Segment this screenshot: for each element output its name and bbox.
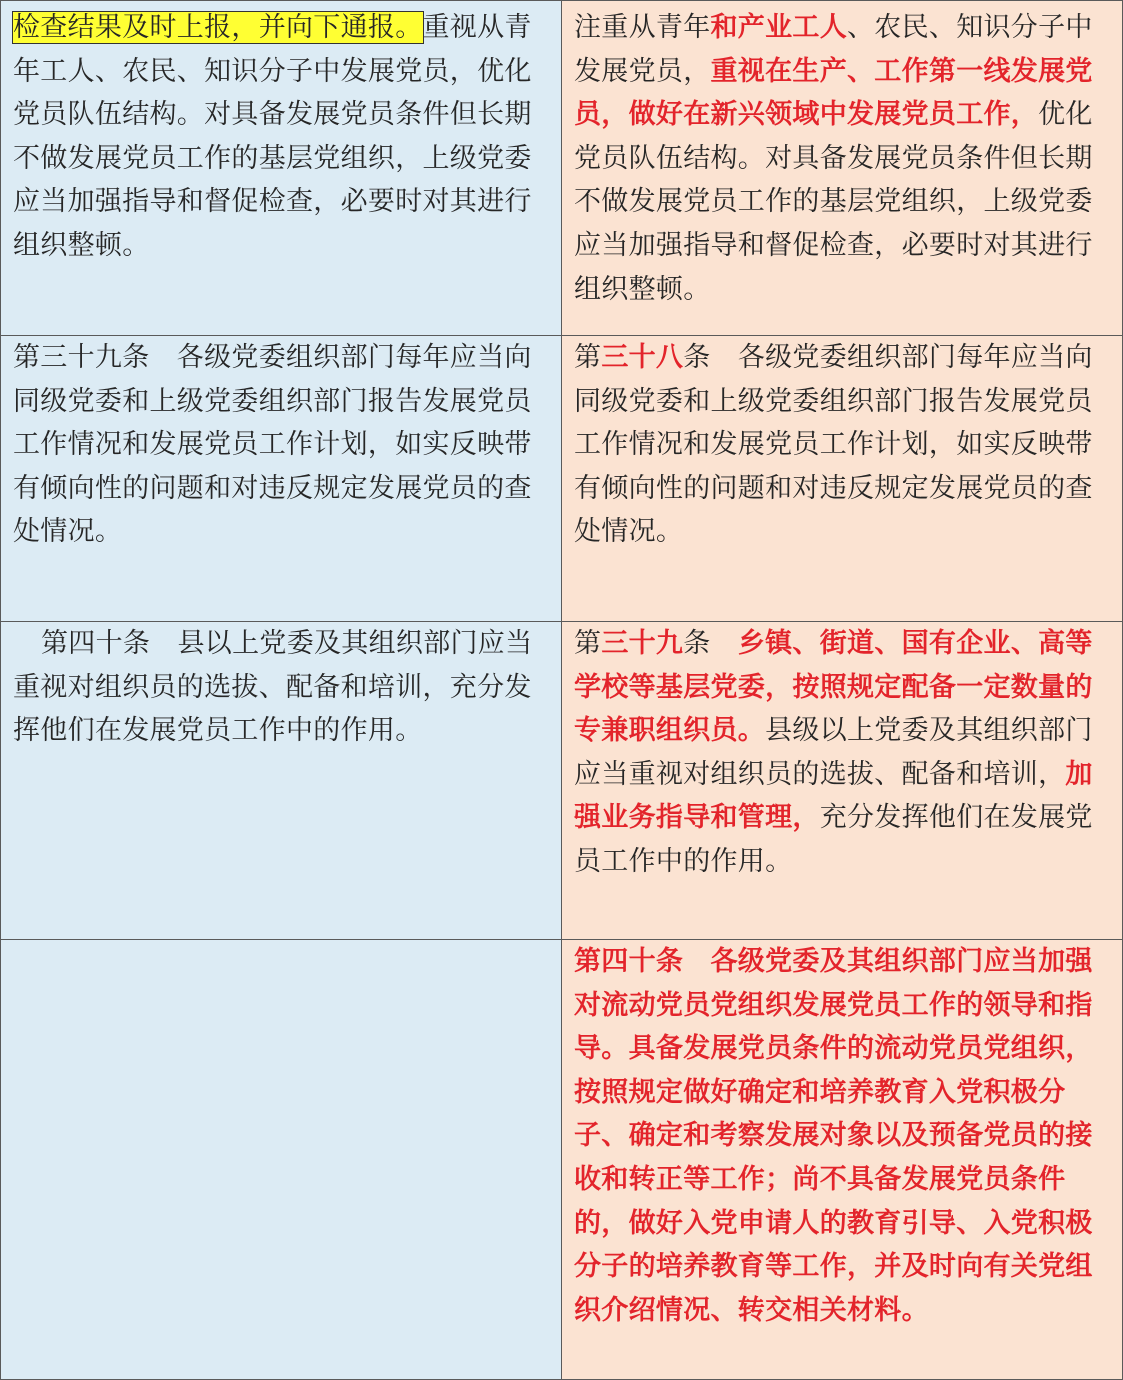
new-text-cell <box>562 940 1123 1380</box>
new-text-added: 加强业务指导和管理， <box>574 758 1093 834</box>
new-text-added: 重视在生产、工作第一线发展党员，做好在新兴领域中发展党员工作， <box>574 55 1093 131</box>
old-text-cell <box>1 336 562 622</box>
new-text-added: 三十八 <box>601 342 684 373</box>
new-text: 充分发挥他们在发展党员工作中的作用。 <box>574 802 1093 877</box>
old-text: 第四十条 县以上党委及其组织部门应当重视对组织员的选拔、配备和培训，充分发挥他们在发展党员工作中的作用。 <box>13 628 533 747</box>
table-row <box>1 940 1123 1380</box>
highlighted-text: 检查结果及时上报，并向下通报。 <box>13 12 423 43</box>
new-text: 优化党员队伍结构。对具备发展党员条件但长期不做发展党员工作的基层党组织，上级党委应当加强指导和督促检查，必要时对其进行组织整顿。 <box>574 99 1093 305</box>
table-row <box>1 336 1123 622</box>
new-text-added: 乡镇、街道、国有企业、高等学校等基层党委，按照规定配备一定数量的专兼职组织员。 <box>574 628 1093 747</box>
old-text: 第三十九条 各级党委组织部门每年应当向同级党委和上级党委组织部门报告发展党员工作情况和发展党员工作计划，如实反映带有倾向性的问题和对违反规定发展党员的查处情况。 <box>13 342 532 548</box>
new-text: 条 <box>683 628 738 659</box>
old-text-cell <box>1 1 562 336</box>
new-text: 注重从青年 <box>574 12 711 43</box>
old-text-cell-empty <box>1 940 562 1380</box>
new-text: 、农民、知识分子中发展党员， <box>574 12 1093 87</box>
new-text-cell <box>562 1 1123 336</box>
new-text-cell <box>562 622 1123 940</box>
new-text: 县级以上党委及其组织部门应当重视对组织员的选拔、配备和培训， <box>574 715 1093 790</box>
new-text-added: 和产业工人 <box>710 12 847 43</box>
new-text-added: 三十九 <box>601 628 684 659</box>
new-text: 条 各级党委组织部门每年应当向同级党委和上级党委组织部门报告发展党员工作情况和发展党员工作计划，如实反映带有倾向性的问题和对违反规定发展党员的查处情况。 <box>574 342 1093 548</box>
old-text-cell <box>1 622 562 940</box>
new-text: 第 <box>574 342 602 373</box>
table-row <box>1 1 1123 336</box>
old-text: 重视从青年工人、农民、知识分子中发展党员，优化党员队伍结构。对具备发展党员条件但长期不做发展党员工作的基层党组织，上级党委应当加强指导和督促检查，必要时对其进行组织整顿。 <box>13 12 532 261</box>
new-text-added: 第四十条 各级党委及其组织部门应当加强对流动党员党组织发展党员工作的领导和指导。具备发展党员条件的流动党员党组织，按照规定做好确定和培养教育入党积极分子、确定和考察发展对象以及预备党员的接收和转正等工作；尚不具备发展党员条件的，做好入党申请人的教育引导、入党积极分子的培养教育等工作，并及时向有关党组织介绍情况、转交相关材料。 <box>574 946 1093 1326</box>
new-text: 第 <box>574 628 602 659</box>
table-row <box>1 622 1123 940</box>
new-text-cell <box>562 336 1123 622</box>
